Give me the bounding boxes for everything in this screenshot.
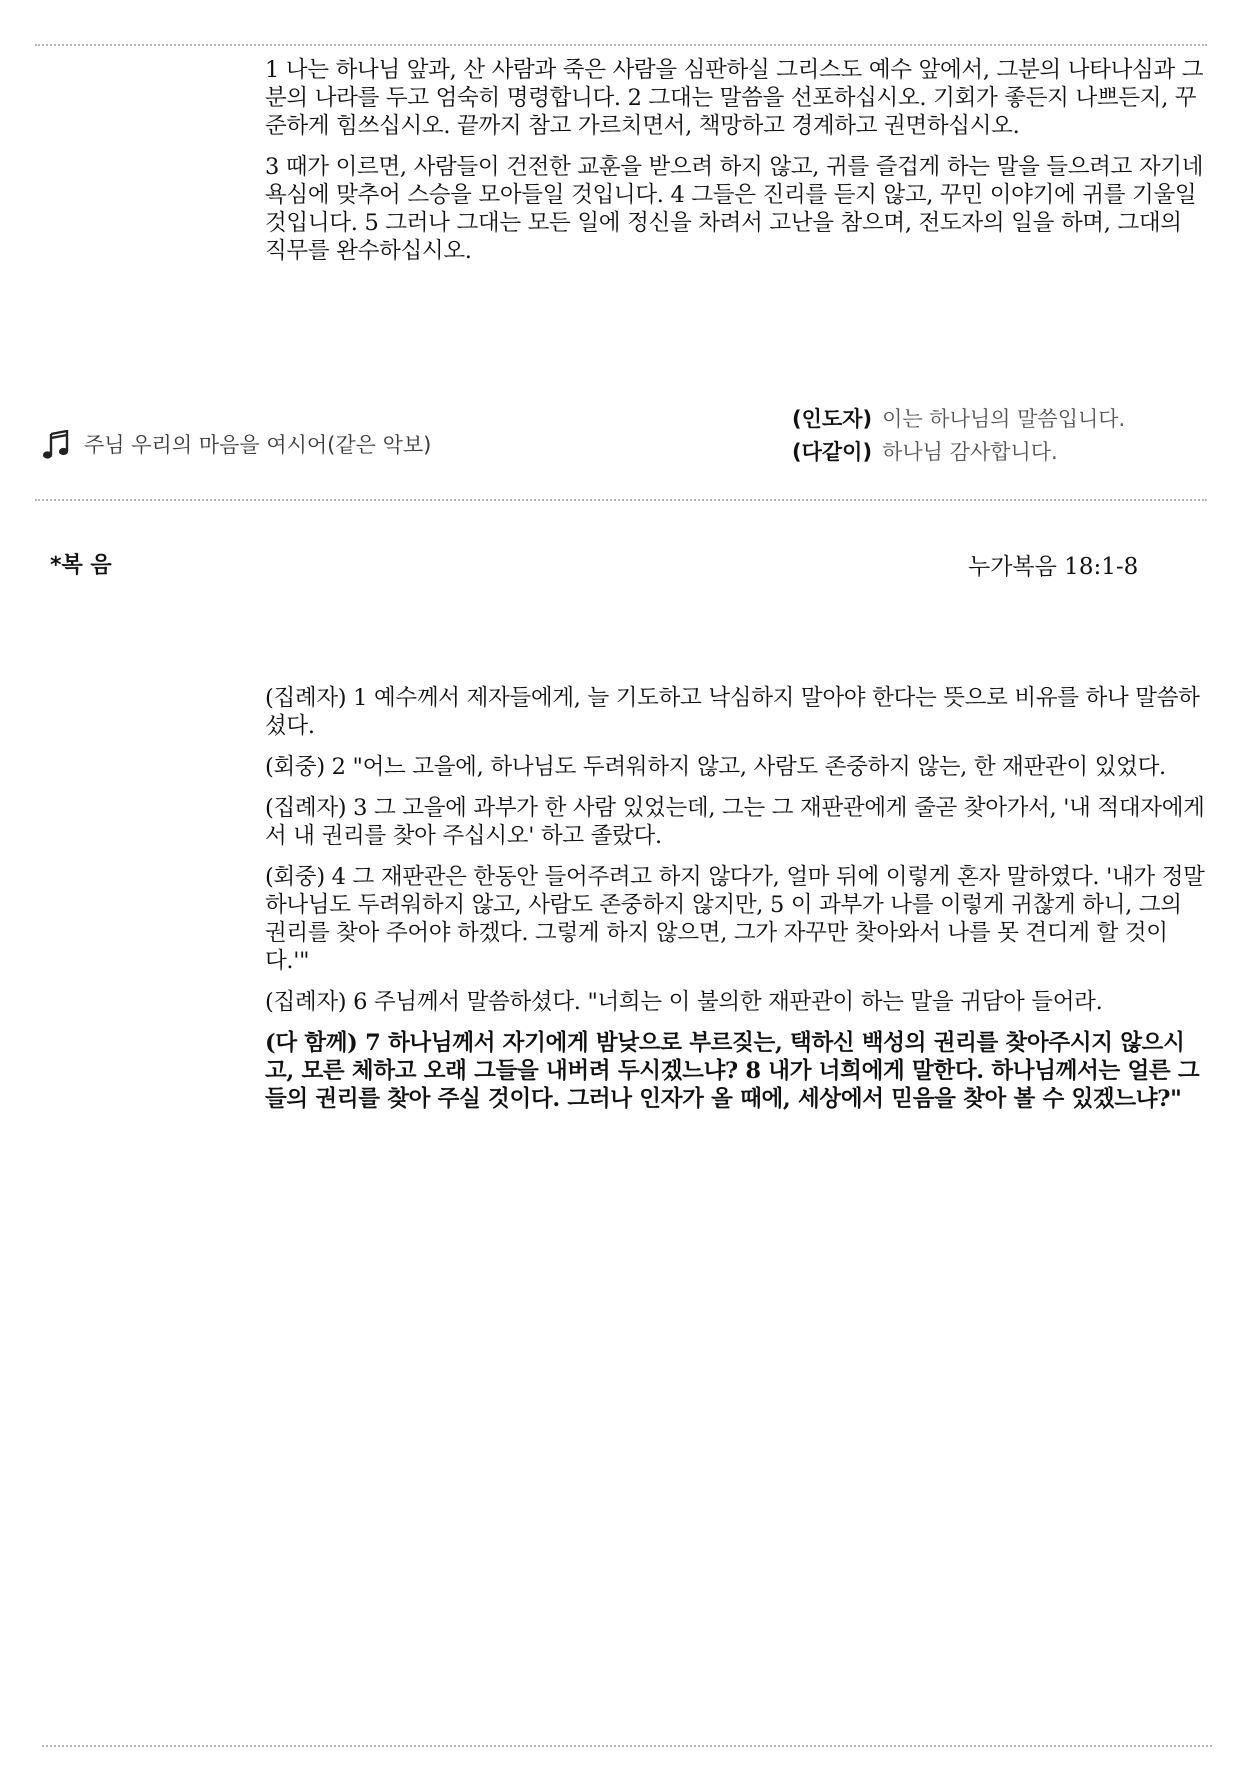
gospel-paragraph: (회중) 4 그 재판관은 한동안 들어주려고 하지 않다가, 얼마 뒤에 이렇게 혼자 말하였다. '내가 정말 하나님도 두려워하지 않고, 사람도 존중하지 않지만, 5 이 과부가 나를 이렇게 귀찮게 하니, 그의 권리를 찾아 주어야 하겠다. 그렇게 하지 않으면, 그가 자꾸만 찾아와서 나를 못 견디게 할 것이다.'"	[265, 864, 1205, 974]
music-note-icon	[42, 430, 70, 460]
reading-paragraph: 1 나는 하나님 앞과, 산 사람과 죽은 사람을 심판하실 그리스도 예수 앞에서, 그분의 나타나심과 그분의 나라를 두고 엄숙히 명령합니다. 2 그대는 말씀을 선포하십시오. 기회가 좋든지 나쁘든지, 꾸준하게 힘쓰십시오. 끝까지 참고 가르치면서, 책망하고 경계하고 권면하십시오.	[265, 57, 1204, 139]
gospel-paragraph: (집례자) 1 예수께서 제자들에게, 늘 기도하고 낙심하지 말아야 한다는 뜻으로 비유를 하나 말씀하셨다.	[265, 685, 1200, 739]
top-divider	[35, 44, 1207, 46]
gospel-reference: 누가복음 18:1-8	[968, 554, 1139, 580]
bottom-divider	[42, 1745, 1212, 1747]
hymn-line	[42, 430, 431, 460]
reading-paragraph: 3 때가 이르면, 사람들이 건전한 교훈을 받으려 하지 않고, 귀를 즐겁게 하는 말을 들으려고 자기네 욕심에 맞추어 스승을 모아들일 것입니다. 4 그들은 진리를 듣지 않고, 꾸민 이야기에 귀를 기울일 것입니다. 5 그러나 그대는 모든 일에 정신을 차려서 고난을 참으며, 전도자의 일을 하며, 그대의 직무를 완수하십시오.	[265, 154, 1204, 264]
epistle-reading	[265, 56, 1205, 278]
gospel-paragraph-all: (다 함께) 7 하나님께서 자기에게 밤낮으로 부르짖는, 택하신 백성의 권리를 찾아주시지 않으시고, 모른 체하고 오래 그들을 내버려 두시겠느냐? 8 내가 너희에게 말한다. 하나님께서는 얼른 그들의 권리를 찾아 주실 것이다. 그러나 인자가 올 때에, 세상에서 믿음을 찾아 볼 수 있겠느냐?"	[265, 1030, 1200, 1112]
middle-divider	[35, 499, 1207, 501]
hymn-title: 주님 우리의 마음을 여시어(같은 악보)	[84, 433, 432, 457]
gospel-paragraph: (회중) 2 "어느 고을에, 하나님도 두려워하지 않고, 사람도 존중하지 않는, 한 재판관이 있었다.	[265, 754, 1166, 780]
gospel-reading	[265, 684, 1205, 1126]
all-label: (다같이)	[792, 440, 873, 464]
gospel-paragraph: (집례자) 3 그 고을에 과부가 한 사람 있었는데, 그는 그 재판관에게 줄곧 찾아가서, '내 적대자에게서 내 권리를 찾아 주십시오' 하고 졸랐다.	[265, 795, 1205, 849]
response-all-row	[792, 436, 1125, 469]
leader-label: (인도자)	[792, 407, 873, 431]
response-leader-row	[792, 403, 1125, 436]
response-block	[792, 403, 1125, 469]
gospel-title: *복 음	[50, 553, 112, 578]
leader-text: 이는 하나님의 말씀입니다.	[882, 407, 1126, 431]
gospel-paragraph: (집례자) 6 주님께서 말씀하셨다. "너희는 이 불의한 재판관이 하는 말을 귀담아 들어라.	[265, 989, 1103, 1015]
all-text: 하나님 감사합니다.	[882, 440, 1058, 464]
